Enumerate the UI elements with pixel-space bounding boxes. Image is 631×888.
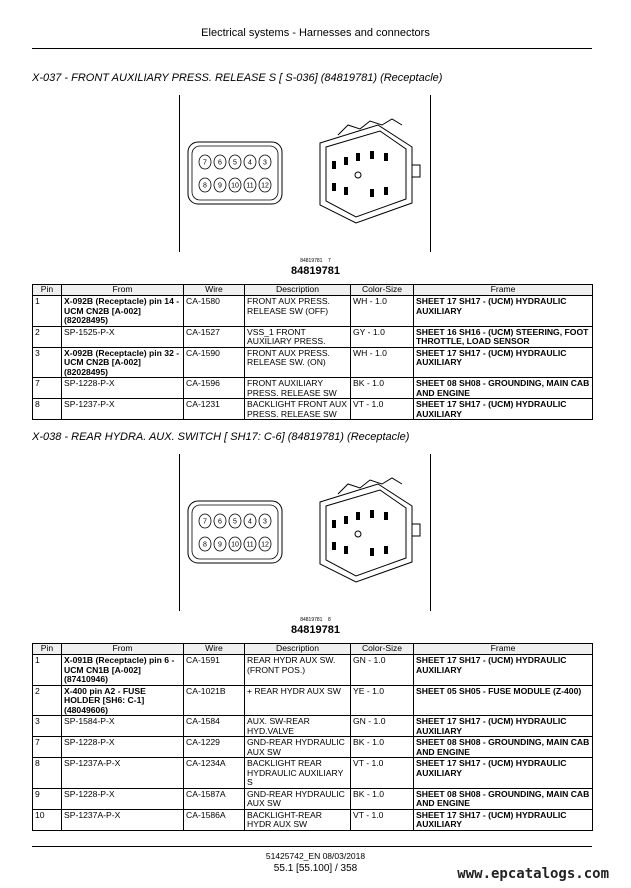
cell-frame: SHEET 17 SH17 - (UCM) HYDRAULIC AUXILIARY [414, 347, 593, 378]
cell-wire: CA-1596 [184, 378, 245, 399]
cell-frame: SHEET 08 SH08 - GROUNDING, MAIN CAB AND ENGINE [414, 788, 593, 809]
table-row [33, 809, 593, 830]
connector-illustration [180, 95, 430, 252]
cell-desc: REAR HYDR AUX SW.(FRONT POS.) [245, 655, 351, 686]
pin-table-x038 [32, 643, 593, 831]
cell-wire: CA-1231 [184, 399, 245, 420]
table-header-row [33, 644, 593, 655]
cell-frame: SHEET 08 SH08 - GROUNDING, MAIN CAB AND ENGINE [414, 737, 593, 758]
cell-desc: FRONT AUX PRESS. RELEASE SW. (ON) [245, 347, 351, 378]
cell-desc: GND-REAR HYDRAULIC AUX SW [245, 737, 351, 758]
section-title-x037: X-037 - FRONT AUXILIARY PRESS. RELEASE S [ S-036] (84819781) (Receptacle) [32, 72, 443, 84]
cell-wire: CA-1527 [184, 326, 245, 347]
pin-number-label: 8 [203, 541, 207, 549]
pin-number-label: 10 [231, 182, 239, 190]
figure-small-label: 84819781 8 [300, 617, 331, 623]
cell-from: X-400 pin A2 - FUSE HOLDER [SH6: C-1] (48049606) [62, 685, 184, 716]
cell-pin: 2 [33, 685, 62, 716]
cell-pin: 2 [33, 326, 62, 347]
cell-wire: CA-1584 [184, 716, 245, 737]
cell-desc: GND-REAR HYDRAULIC AUX SW [245, 788, 351, 809]
cell-desc: FRONT AUXILIARY PRESS. RELEASE SW [245, 378, 351, 399]
figure-small-label: 84819781 7 [300, 258, 331, 264]
pin-number-label: 6 [218, 518, 222, 526]
cell-color: WH - 1.0 [351, 347, 414, 378]
connector-illustration [180, 454, 430, 611]
footer-page-number: 55.1 [55.100] / 358 [273, 863, 358, 874]
cell-wire: CA-1234A [184, 758, 245, 789]
cell-pin: 3 [33, 716, 62, 737]
pin-number-label: 12 [261, 182, 269, 190]
pin-number-label: 7 [203, 518, 207, 526]
pin-number-label: 7 [203, 159, 207, 167]
pin-number-label: 6 [218, 159, 222, 167]
cell-desc: + REAR HYDR AUX SW [245, 685, 351, 716]
table-row [33, 326, 593, 347]
cell-color: GN - 1.0 [351, 655, 414, 686]
col-description: Description [245, 644, 351, 655]
pin-row-top [199, 155, 271, 192]
col-from: From [62, 285, 184, 296]
connector-figure-x037 [179, 95, 431, 252]
cell-from: SP-1228-P-X [62, 737, 184, 758]
cell-pin: 7 [33, 737, 62, 758]
cell-desc: BACKLIGHT FRONT AUX PRESS. RELEASE SW [245, 399, 351, 420]
cell-color: BK - 1.0 [351, 737, 414, 758]
cell-wire: CA-1580 [184, 296, 245, 327]
cell-pin: 8 [33, 758, 62, 789]
cell-color: VT - 1.0 [351, 399, 414, 420]
pin-number-label: 11 [246, 541, 254, 549]
col-description: Description [245, 285, 351, 296]
cell-desc: FRONT AUX PRESS. RELEASE SW (OFF) [245, 296, 351, 327]
cell-wire: CA-1229 [184, 737, 245, 758]
table-row [33, 788, 593, 809]
table-row [33, 655, 593, 686]
cell-from: X-092B (Receptacle) pin 32 - UCM CN2B [A-002] (82028495) [62, 347, 184, 378]
cell-pin: 3 [33, 347, 62, 378]
cell-pin: 10 [33, 809, 62, 830]
table-row [33, 737, 593, 758]
figure-part-number: 84819781 [291, 265, 340, 277]
pin-number-label: 8 [203, 182, 207, 190]
cell-frame: SHEET 17 SH17 - (UCM) HYDRAULIC AUXILIARY [414, 655, 593, 686]
header-divider [32, 48, 592, 49]
cell-wire: CA-1586A [184, 809, 245, 830]
cell-pin: 7 [33, 378, 62, 399]
cell-wire: CA-1590 [184, 347, 245, 378]
pin-number-label: 9 [218, 182, 222, 190]
col-wire: Wire [184, 285, 245, 296]
watermark-text: www.epcatalogs.com [457, 866, 609, 882]
cell-frame: SHEET 05 SH05 - FUSE MODULE (Z-400) [414, 685, 593, 716]
cell-frame: SHEET 08 SH08 - GROUNDING, MAIN CAB AND ENGINE [414, 378, 593, 399]
cell-wire: CA-1591 [184, 655, 245, 686]
cell-pin: 9 [33, 788, 62, 809]
cell-wire: CA-1021B [184, 685, 245, 716]
cell-pin: 1 [33, 296, 62, 327]
pin-number-label: 4 [248, 159, 252, 167]
cell-frame: SHEET 17 SH17 - (UCM) HYDRAULIC AUXILIARY [414, 399, 593, 420]
cell-color: GY - 1.0 [351, 326, 414, 347]
footer-divider [32, 846, 592, 847]
pin-row-top [199, 514, 271, 551]
pin-number-label: 4 [248, 518, 252, 526]
pin-table-x037 [32, 284, 593, 420]
cell-color: VT - 1.0 [351, 758, 414, 789]
table-row [33, 716, 593, 737]
pin-number-label: 3 [263, 518, 267, 526]
cell-from: SP-1237A-P-X [62, 758, 184, 789]
col-color-size: Color-Size [351, 285, 414, 296]
cell-from: X-092B (Receptacle) pin 14 - UCM CN2B [A-002] (82028495) [62, 296, 184, 327]
col-pin: Pin [33, 644, 62, 655]
cell-from: SP-1584-P-X [62, 716, 184, 737]
cell-desc: VSS_1 FRONT AUXILIARY PRESS. [245, 326, 351, 347]
pin-number-label: 9 [218, 541, 222, 549]
pin-number-label: 3 [263, 159, 267, 167]
cell-from: SP-1228-P-X [62, 378, 184, 399]
table-row [33, 685, 593, 716]
col-pin: Pin [33, 285, 62, 296]
cell-pin: 1 [33, 655, 62, 686]
connector-figure-x038 [179, 454, 431, 611]
cell-frame: SHEET 17 SH17 - (UCM) HYDRAULIC AUXILIARY [414, 716, 593, 737]
table-row [33, 758, 593, 789]
footer-doc-id: 51425742_EN 08/03/2018 [265, 851, 366, 861]
col-from: From [62, 644, 184, 655]
cell-desc: AUX. SW-REAR HYD.VALVE [245, 716, 351, 737]
page-header: Electrical systems - Harnesses and connectors [201, 27, 430, 39]
cell-color: BK - 1.0 [351, 788, 414, 809]
cell-color: YE - 1.0 [351, 685, 414, 716]
pin-number-label: 5 [233, 159, 237, 167]
col-frame: Frame [414, 285, 593, 296]
cell-from: X-091B (Receptacle) pin 6 - UCM CN1B [A-002] (87410946) [62, 655, 184, 686]
cell-from: SP-1237-P-X [62, 399, 184, 420]
section-title-x038: X-038 - REAR HYDRA. AUX. SWITCH [ SH17: C-6] (84819781) (Receptacle) [32, 431, 410, 443]
table-row [33, 399, 593, 420]
cell-desc: BACKLIGHT REAR HYDRAULIC AUXILIARY S [245, 758, 351, 789]
cell-pin: 8 [33, 399, 62, 420]
cell-frame: SHEET 17 SH17 - (UCM) HYDRAULIC AUXILIARY [414, 296, 593, 327]
pin-number-label: 10 [231, 541, 239, 549]
cell-from: SP-1525-P-X [62, 326, 184, 347]
pin-number-label: 11 [246, 182, 254, 190]
pin-number-label: 12 [261, 541, 269, 549]
col-frame: Frame [414, 644, 593, 655]
cell-color: GN - 1.0 [351, 716, 414, 737]
cell-from: SP-1228-P-X [62, 788, 184, 809]
cell-color: BK - 1.0 [351, 378, 414, 399]
cell-frame: SHEET 16 SH16 - (UCM) STEERING, FOOT THROTTLE, LOAD SENSOR [414, 326, 593, 347]
figure-part-number: 84819781 [291, 624, 340, 636]
table-row [33, 347, 593, 378]
col-wire: Wire [184, 644, 245, 655]
table-row [33, 296, 593, 327]
cell-frame: SHEET 17 SH17 - (UCM) HYDRAULIC AUXILIARY [414, 809, 593, 830]
pin-number-label: 5 [233, 518, 237, 526]
table-row [33, 378, 593, 399]
cell-from: SP-1237A-P-X [62, 809, 184, 830]
cell-color: WH - 1.0 [351, 296, 414, 327]
col-color-size: Color-Size [351, 644, 414, 655]
cell-color: VT - 1.0 [351, 809, 414, 830]
table-header-row [33, 285, 593, 296]
cell-desc: BACKLIGHT-REAR HYDR AUX SW [245, 809, 351, 830]
cell-wire: CA-1587A [184, 788, 245, 809]
cell-frame: SHEET 17 SH17 - (UCM) HYDRAULIC AUXILIARY [414, 758, 593, 789]
